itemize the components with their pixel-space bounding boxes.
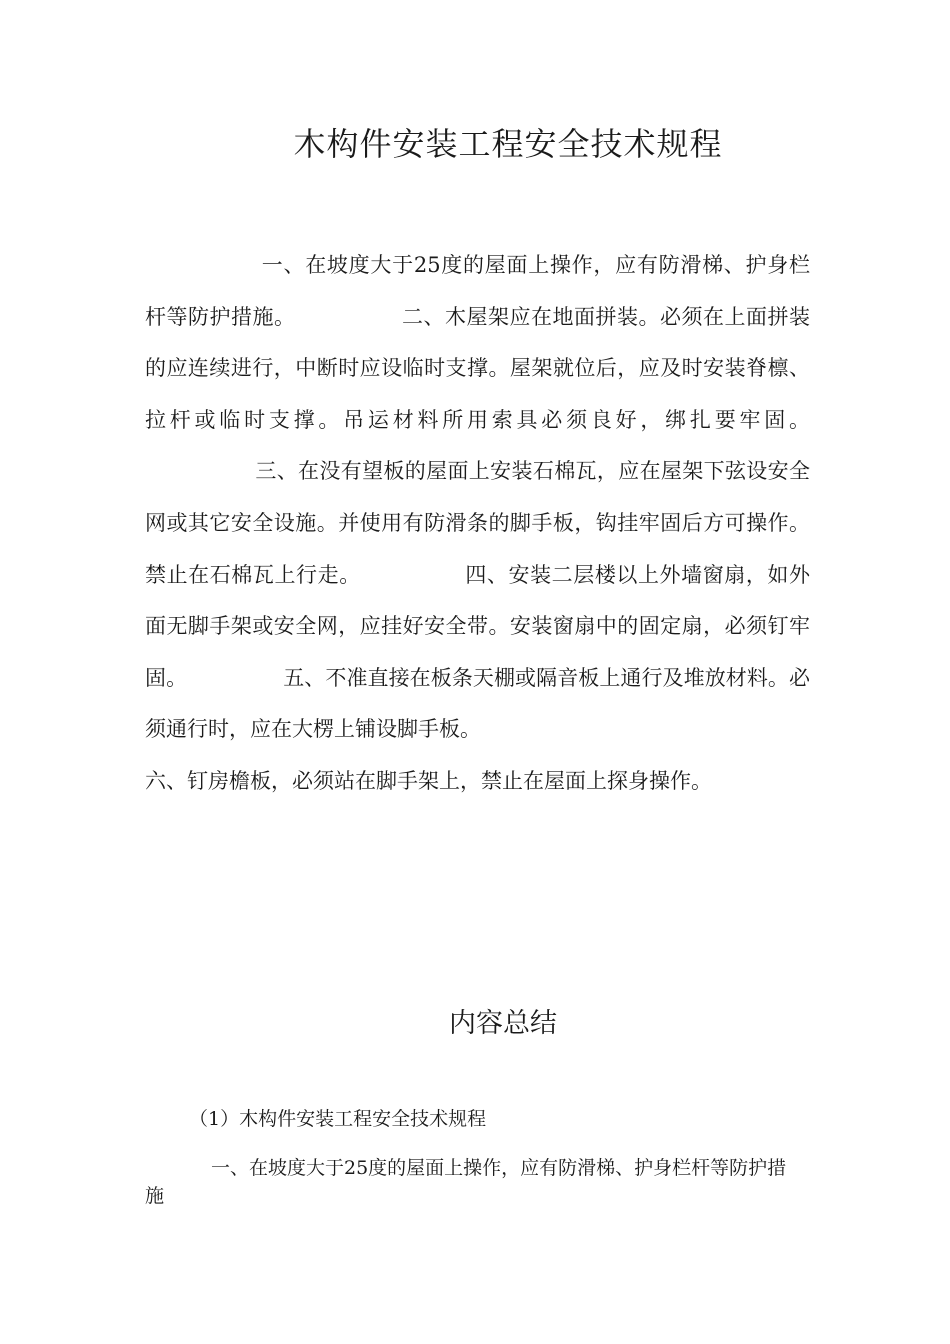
clause-4: 四、安装二层楼以上外墙窗扇，如外面无脚手架或安全网，应挂好安全带。安装窗扇中的固定扇，必须钉牢固。	[145, 562, 811, 690]
clause-5: 五、不准直接在板条天棚或隔音板上通行及堆放材料。必须通行时，应在大楞上铺设脚手板。	[145, 665, 811, 742]
document-body	[145, 240, 810, 808]
summary-title: 内容总结	[449, 1008, 557, 1039]
clause-3: 三、在没有望板的屋面上安装石棉瓦，应在屋架下弦设安全网或其它安全设施。并使用有防滑条的脚手板，钩挂牢固后方可操作。禁止在石棉瓦上行走。	[145, 459, 810, 587]
clause-1: 一、在坡度大于25度的屋面上操作，应有防滑梯、护身栏杆等防护措施。	[145, 253, 810, 329]
summary-item-2: 一、在坡度大于25度的屋面上操作，应有防滑梯、护身栏杆等防护措施	[145, 1157, 787, 1207]
summary-item-1: （1）木构件安装工程安全技术规程	[189, 1108, 487, 1130]
document-title: 木构件安装工程安全技术规程	[293, 125, 723, 163]
clause-6: 六、钉房檐板，必须站在脚手架上，禁止在屋面上探身操作。	[145, 768, 712, 793]
clause-2: 二、木屋架应在地面拼装。必须在上面拼装的应连续进行，中断时应设临时支撑。屋架就位后，应及时安装脊檩、拉杆或临时支撑。吊运材料所用索具必须良好，绑扎要牢固。	[145, 304, 810, 432]
